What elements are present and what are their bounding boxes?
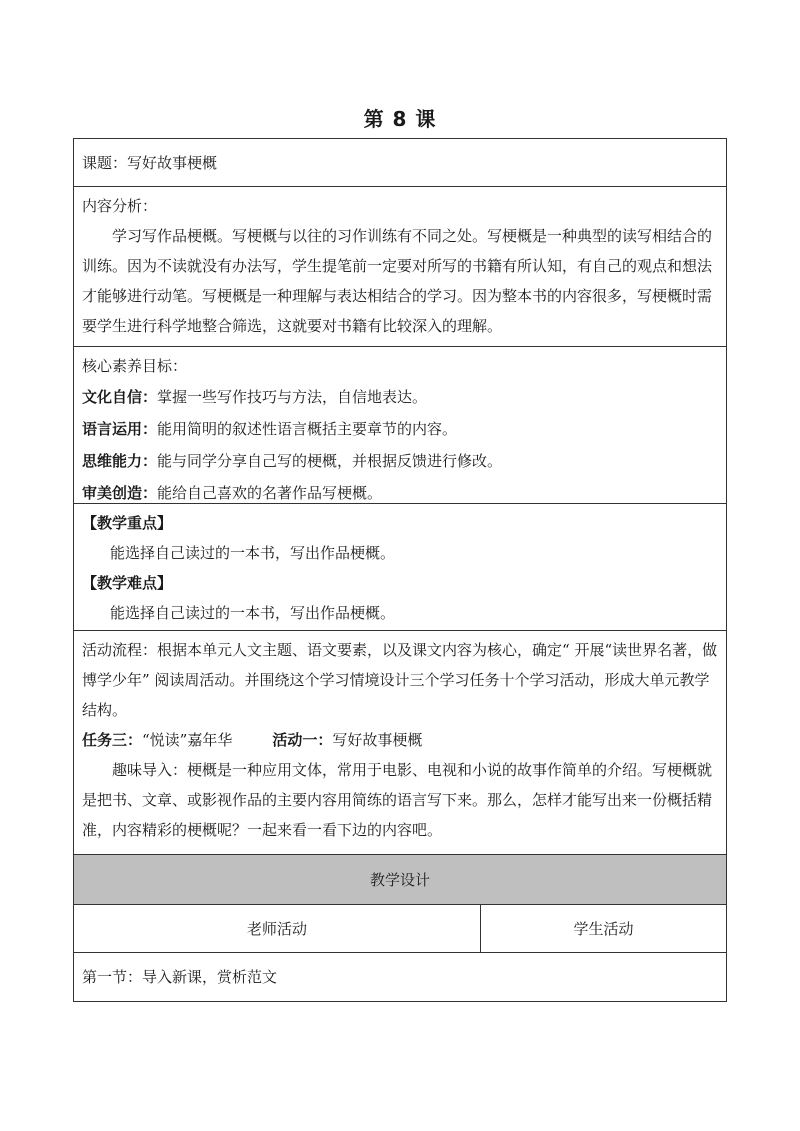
section-title: 第一节：导入新课，赏析范文 <box>82 968 278 986</box>
goal-label: 思维能力： <box>82 452 158 470</box>
difficulty-text: 能选择自己读过的一本书，写出作品梗概。 <box>110 604 396 622</box>
goal-item <box>82 445 718 477</box>
topic-label: 课题： <box>82 154 128 172</box>
activity-label: 活动一： <box>272 731 333 749</box>
page-title: 第 8 课 <box>363 107 437 131</box>
goal-text: 掌握一些写作技巧与方法，自信地表达。 <box>157 388 428 406</box>
goal-item <box>82 381 718 413</box>
goal-label: 审美创造： <box>82 484 158 502</box>
analysis-text: 学习写作品梗概。写梗概与以往的习作训练有不同之处。写梗概是一种典型的读写相结合的训练。因为不读就没有办法写，学生提笔前一定要对所写的书籍有所认知，有自己的观点和想法才能够进行动笔。写梗概是一种理解与表达相结合的学习。因为整本书的内容很多，写梗概时需要学生进行科学地整合筛选，这就要对书籍有比较深入的理解。 <box>82 227 713 335</box>
task-text: “悦读”嘉年华 <box>142 731 233 749</box>
design-header-row <box>74 855 726 905</box>
goal-item <box>82 413 718 445</box>
intro-text: 趣味导入：梗概是一种应用文体，常用于电影、电视和小说的故事作简单的介绍。写梗概就是把书、文章、或影视作品的主要内容用简练的语言写下来。那么，怎样才能写出来一份概括精准，内容精彩的梗概呢？一起来看一看下边的内容吧。 <box>82 761 713 839</box>
goal-label: 语言运用： <box>82 420 158 438</box>
goal-label: 文化自信： <box>82 388 158 406</box>
analysis-heading: 内容分析： <box>82 197 158 215</box>
activity-text: 写好故事梗概 <box>332 731 423 749</box>
student-activity-header: 学生活动 <box>573 920 634 938</box>
teaching-focus-row <box>74 504 726 631</box>
goals-heading: 核心素养目标： <box>82 357 188 375</box>
task-line <box>82 725 718 755</box>
goal-text: 能用简明的叙述性语言概括主要章节的内容。 <box>157 420 458 438</box>
task-label: 任务三： <box>82 731 143 749</box>
key-point-label: 【教学重点】 <box>82 514 173 532</box>
key-point-text: 能选择自己读过的一本书，写出作品梗概。 <box>110 544 396 562</box>
goal-text: 能给自己喜欢的名著作品写梗概。 <box>157 484 383 502</box>
content-analysis-row <box>74 187 726 347</box>
core-goals-row <box>74 347 726 504</box>
design-columns-row <box>74 905 726 953</box>
activity-flow-row <box>74 631 726 855</box>
lesson-plan-table <box>73 138 727 1002</box>
design-heading: 教学设计 <box>369 871 430 889</box>
topic-row <box>74 139 726 187</box>
flow-text: 活动流程：根据本单元人文主题、语文要素，以及课文内容为核心，确定“ 开展“读世界名著，做博学少年” 阅读周活动。并围绕这个学习情境设计三个学习任务十个学习活动，形成大单元教学结构。 <box>82 641 718 719</box>
teacher-activity-header: 老师活动 <box>74 905 481 952</box>
difficulty-label: 【教学难点】 <box>82 574 173 592</box>
goal-text: 能与同学分享自己写的梗概，并根据反馈进行修改。 <box>157 452 503 470</box>
topic-value: 写好故事梗概 <box>127 154 218 172</box>
section-row <box>74 953 726 1001</box>
